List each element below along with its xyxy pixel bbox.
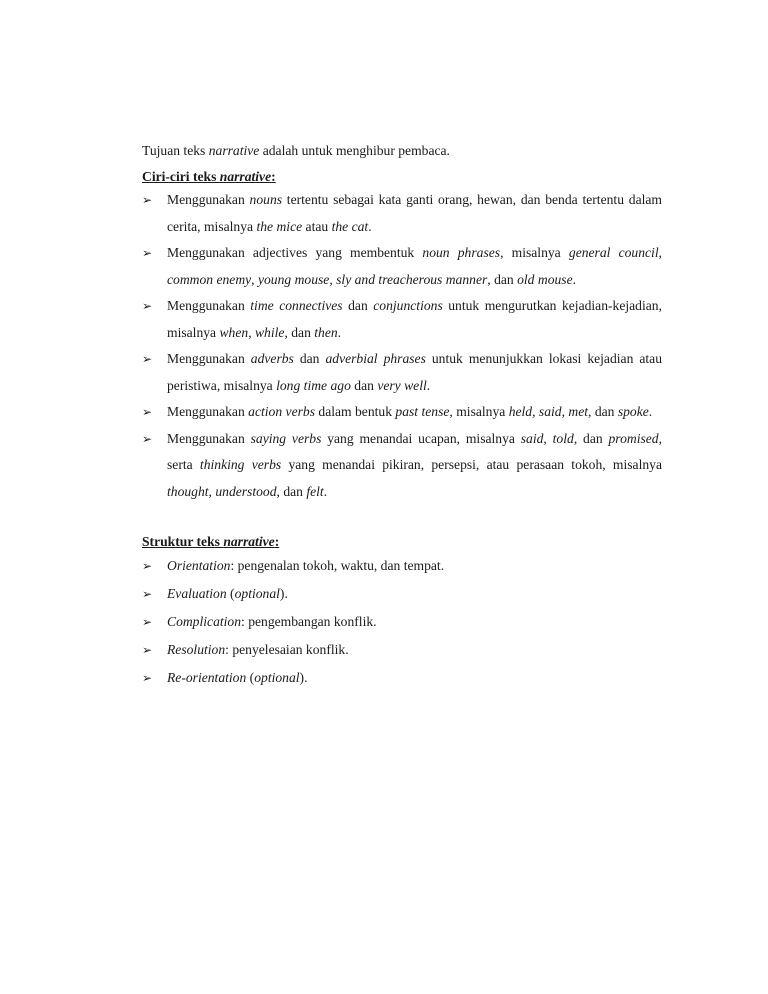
struktur-heading: Struktur teks narrative: [142, 534, 280, 549]
arrow-bullet-icon: ➢ [142, 352, 153, 366]
arrow-bullet-icon: ➢ [142, 643, 153, 657]
arrow-bullet-icon: ➢ [142, 615, 153, 629]
arrow-bullet-icon: ➢ [142, 193, 153, 207]
arrow-bullet-icon: ➢ [142, 299, 153, 313]
list-item: ➢ Menggunakan action verbs dalam bentuk past tense, misalnya held, said, met, dan spoke. [142, 399, 662, 426]
list-item: ➢ Menggunakan time connectives dan conjunctions untuk mengurutkan kejadian-kejadian, misalnya when, while, dan then. [142, 293, 662, 346]
arrow-bullet-icon: ➢ [142, 405, 153, 419]
list-item: ➢ Orientation: pengenalan tokoh, waktu, dan tempat. [142, 552, 662, 580]
list-item: ➢ Menggunakan saying verbs yang menandai ucapan, misalnya said, told, dan promised, serta thinking verbs yang menandai pikiran, persepsi, atau perasaan tokoh, misalnya thought, understood, dan felt. [142, 426, 662, 506]
arrow-bullet-icon: ➢ [142, 559, 153, 573]
ciri-list [142, 187, 662, 505]
list-item: ➢ Complication: pengembangan konflik. [142, 608, 662, 636]
document-page [142, 141, 662, 692]
spacer [142, 505, 662, 532]
list-item: ➢ Re-orientation (optional). [142, 664, 662, 692]
arrow-bullet-icon: ➢ [142, 671, 153, 685]
list-item: ➢ Evaluation (optional). [142, 580, 662, 608]
intro-paragraph: Tujuan teks narrative adalah untuk menghibur pembaca. [142, 143, 450, 158]
list-item: ➢ Resolution: penyelesaian konflik. [142, 636, 662, 664]
arrow-bullet-icon: ➢ [142, 431, 153, 446]
ciri-heading: Ciri-ciri teks narrative: [142, 169, 276, 184]
arrow-bullet-icon: ➢ [142, 587, 153, 601]
struktur-list [142, 552, 662, 692]
list-item: ➢ Menggunakan adverbs dan adverbial phrases untuk menunjukkan lokasi kejadian atau peristiwa, misalnya long time ago dan very well. [142, 346, 662, 399]
arrow-bullet-icon: ➢ [142, 246, 153, 260]
list-item: ➢ Menggunakan adjectives yang membentuk noun phrases, misalnya general council, common enemy, young mouse, sly and treacherous manner, dan old mouse. [142, 240, 662, 293]
list-item: ➢ Menggunakan nouns tertentu sebagai kata ganti orang, hewan, dan benda tertentu dalam cerita, misalnya the mice atau the cat. [142, 187, 662, 240]
